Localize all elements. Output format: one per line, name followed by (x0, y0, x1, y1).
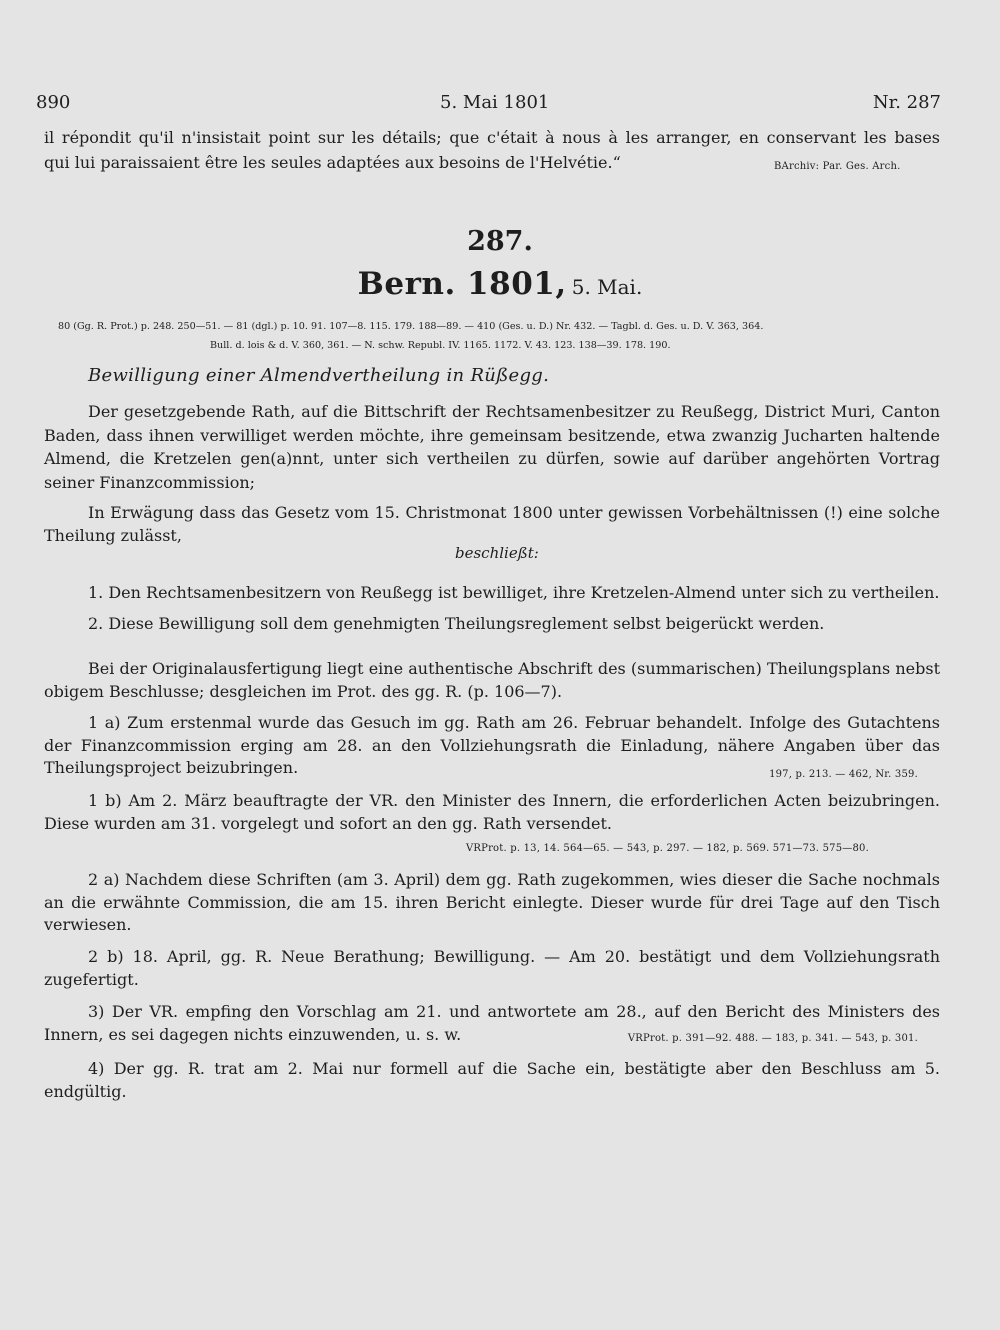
page-number: 890 (36, 92, 71, 113)
references-line-1: 80 (Gg. R. Prot.) p. 248. 250—51. — 81 (dgl.) p. 10. 91. 107—8. 115. 179. 188—89. — 410 (Ges. u. D.) Nr. 432. — Tagbl. d. Ges. u. D. V. 363, 364. (58, 321, 764, 332)
note-1a: 1 a) Zum erstenmal wurde das Gesuch im gg. Rath am 26. Februar behandelt. Infolge des Gutachtens der Finanzcommission erging am 28. an den Vollziehungsrath die Einladung, nähere Angaben über das Theilungsproject beizubringen. (44, 713, 940, 777)
preamble-paragraph-1: Der gesetzgebende Rath, auf die Bittschrift der Rechtsamenbesitzer zu Reußegg, District Muri, Canton Baden, dass ihnen verwilliget werden möchte, ihre gemeinsam besitzende, etwa zwanzig Jucharten haltende Almend, die Kretzelen gen(a)nnt, unter sich vertheilen zu dürfen, sowie auf darüber angehörten Vortrag seiner Finanzcommission; (44, 402, 940, 492)
note-3-wrap (44, 1001, 940, 1046)
note-1a-wrap (44, 712, 940, 780)
note-1a-source: 197, p. 213. — 462, Nr. 359. (769, 769, 918, 780)
note-original: Bei der Originalausfertigung liegt eine authentische Abschrift des (summarischen) Theilungsplans nebst obigem Beschlusse; desgleichen im Prot. des gg. R. (p. 106—7). (44, 659, 940, 701)
preamble-paragraph-2: In Erwägung dass das Gesetz vom 15. Christmonat 1800 unter gewissen Vorbehältnissen (!) eine solche Theilung zulässt, (44, 503, 940, 545)
note-2a: 2 a) Nachdem diese Schriften (am 3. April) dem gg. Rath zugekommen, wies dieser die Sache nochmals an die erwähnte Commission, die am 15. ihren Bericht einlegte. Dieser wurde für drei Tage auf den Tisch verwiesen. (44, 870, 940, 934)
document-subject: Bewilligung einer Almendvertheilung in Rüßegg. (88, 365, 550, 386)
note-3: 3) Der VR. empfing den Vorschlag am 21. und antwortete am 28., auf den Bericht des Ministers des Innern, es sei dagegen nichts einzuwenden, u. s. w. (44, 1002, 940, 1044)
intro-line-2-wrap (44, 152, 944, 175)
document-number: 287. (467, 226, 533, 257)
document-place-date (0, 266, 1000, 302)
intro-line-1: il répondit qu'il n'insistait point sur les détails; que c'était à nous à les arranger, en conservant les bases (44, 128, 940, 147)
references-line-2: Bull. d. lois & d. V. 360, 361. — N. schw. Republ. IV. 1165. 1172. V. 43. 123. 138—39. 178. 190. (210, 340, 671, 351)
intro-line-2: qui lui paraissaient être les seules adaptées aux besoins de l'Helvétie.“ (44, 153, 621, 172)
resolution-1: 1. Den Rechtsamenbesitzern von Reußegg ist bewilliget, ihre Kretzelen-Almend unter sich zu vertheilen. (88, 583, 940, 602)
header-date: 5. Mai 1801 (440, 92, 550, 113)
running-header (36, 92, 941, 116)
note-3-source: VRProt. p. 391—92. 488. — 183, p. 341. — 543, p. 301. (627, 1033, 918, 1044)
intro-source: BArchiv: Par. Ges. Arch. (774, 161, 901, 172)
document-place: Bern. 1801, (357, 266, 567, 302)
note-4: 4) Der gg. R. trat am 2. Mai nur formell auf die Sache ein, bestätigte aber den Beschluss am 5. endgültig. (44, 1059, 940, 1101)
document-date: 5. Mai. (571, 275, 643, 299)
note-1b-source: VRProt. p. 13, 14. 564—65. — 543, p. 297. — 182, p. 569. 571—73. 575—80. (466, 843, 869, 854)
resolution-2: 2. Diese Bewilligung soll dem genehmigten Theilungsreglement selbst beigerückt werden. (88, 614, 825, 633)
note-2b: 2 b) 18. April, gg. R. Neue Berathung; Bewilligung. — Am 20. bestätigt und dem Vollziehungsrath zugefertigt. (44, 947, 940, 989)
header-doc-ref: Nr. 287 (872, 92, 941, 113)
note-1b: 1 b) Am 2. März beauftragte der VR. den Minister des Innern, die erforderlichen Acten beizubringen. Diese wurden am 31. vorgelegt und sofort an den gg. Rath versendet. (44, 791, 940, 833)
beschliesst-heading: beschließt: (455, 544, 539, 562)
